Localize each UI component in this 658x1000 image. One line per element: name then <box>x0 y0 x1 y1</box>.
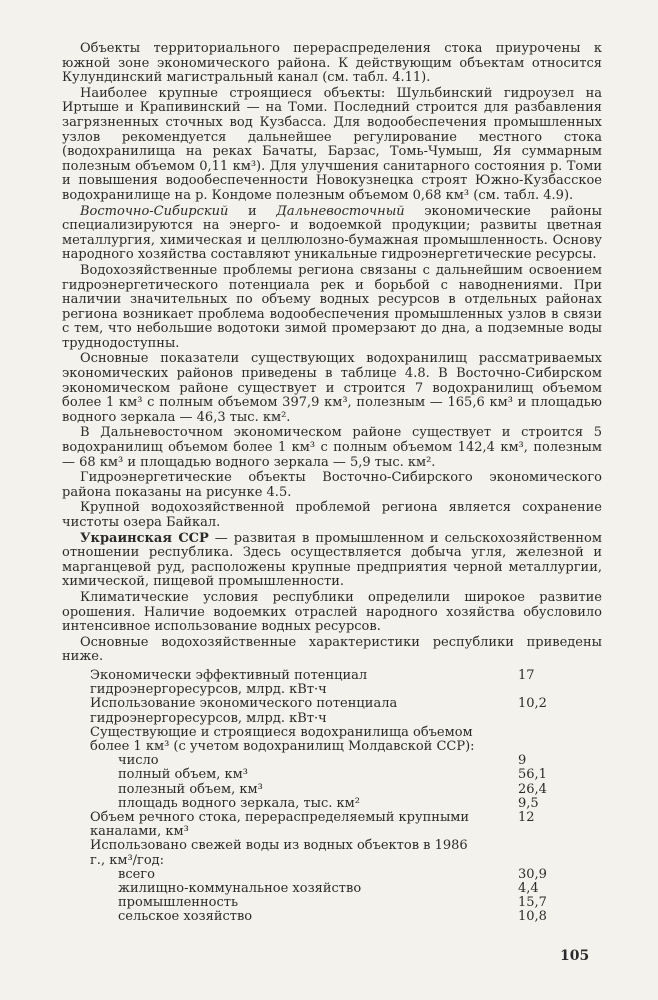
row-label: полезный объем, км³ <box>118 781 263 797</box>
row-value <box>512 839 602 867</box>
table-row <box>62 754 602 768</box>
row-value: 9 <box>518 753 527 769</box>
table-row <box>62 783 602 797</box>
page-number: 105 <box>560 948 590 964</box>
row-label: всего <box>118 866 155 882</box>
table-row <box>62 768 602 782</box>
paragraph: Крупной водохозяйственной проблемой региона является сохранение чистоты озера Байкал. <box>62 500 602 530</box>
row-label: площадь водного зеркала, тыс. км² <box>118 795 360 811</box>
row-value: 56,1 <box>518 767 547 783</box>
row-value: 4,4 <box>518 880 539 896</box>
row-label: Использовано свежей воды из водных объектов в 1986 г., км³/год: <box>90 838 468 868</box>
row-value: 26,4 <box>518 781 547 797</box>
paragraph: Основные показатели существующих водохранилищ рассматриваемых экономических районов приведены в таблице 4.8. В Восточно-Сибирском экономическом районе существует и строится 7 водохранилищ объемом более 1 км³ с полным объемом 397,9 км³, полезным — 165,6 км³ и площадью водного зеркала — 46,3 тыс. км². <box>62 351 602 425</box>
region-name-ukrainian-ssr: Украинская ССР <box>80 530 209 546</box>
row-label: Объем речного стока, перераспределяемый крупными каналами, км³ <box>90 809 470 840</box>
text-fragment: экономические районы специализируются на энерго- и водоемкой продукции; развиты цветная металлургия, химическая и целлюлозно-бумажная промышленность. Основу народного хозяйства составляют уникальные гидроэнергетические ресурсы. <box>62 203 602 263</box>
row-value: 17 <box>518 667 535 683</box>
row-label: Существующие и строящиеся водохранилища объемом более 1 км³ (с учетом водохранилищ Молдавской ССР): <box>90 724 475 754</box>
text-fragment: и <box>228 203 277 219</box>
characteristics-table <box>62 669 602 925</box>
row-label: жилищно-коммунальное хозяйство <box>118 880 362 896</box>
row-label: промышленность <box>118 895 239 911</box>
row-value: 10,8 <box>518 909 547 925</box>
paragraph: Водохозяйственные проблемы региона связаны с дальнейшим освоением гидроэнергетического потенциала рек и борьбой с наводнениями. При наличии значительных по объему водных ресурсов в отдельных районах региона возникает проблема водообеспечения промышленных узлов в связи с тем, что небольшие водотоки зимой промерзают до дна, а подземные воды труднодоступны. <box>62 262 602 351</box>
table-row <box>62 910 602 924</box>
row-label: Использование экономического потенциала гидроэнергоресурсов, млрд. кВт·ч <box>90 696 398 726</box>
paragraph <box>62 532 602 590</box>
table-row <box>62 896 602 910</box>
table-row <box>62 839 602 867</box>
row-value: 30,9 <box>518 866 547 882</box>
text-fragment: — развитая в промышленном и сельскохозяйственном отношении республика. Здесь осуществляется добыча угля, железной и марганцевой руд, расположены крупные предприятия черной металлургии, химической, пищевой промышленности. <box>62 530 602 590</box>
paragraph: Климатические условия республики определили широкое развитие орошения. Наличие водоемких отраслей народного хозяйства обусловило интенсивное использование водных ресурсов. <box>62 589 602 635</box>
table-row <box>62 726 602 754</box>
row-label: полный объем, км³ <box>118 767 248 783</box>
row-label: Экономически эффективный потенциал гидроэнергоресурсов, млрд. кВт·ч <box>90 667 368 698</box>
row-label: сельское хозяйство <box>118 909 253 925</box>
paragraph: В Дальневосточном экономическом районе существует и строится 5 водохранилищ объемом более 1 км³ с полным объемом 142,4 км³, полезным — 68 км³ и площадью водного зеркала — 5,9 тыс. км². <box>62 425 602 470</box>
row-label: число <box>118 753 159 769</box>
row-value <box>512 726 602 754</box>
page-body <box>62 42 602 925</box>
table-row <box>62 868 602 882</box>
table-row <box>62 811 602 839</box>
row-value: 15,7 <box>518 895 547 911</box>
table-row <box>62 882 602 896</box>
region-name-east-siberian: Восточно-Сибирский <box>80 203 229 219</box>
paragraph: Гидроэнергетические объекты Восточно-Сибирского экономического района показаны на рисунке 4.5. <box>62 470 602 500</box>
row-value: 9,5 <box>518 795 539 811</box>
paragraph: Объекты территориального перераспределения стока приурочены к южной зоне экономического района. К действующим объектам относится Кулундинский магистральный канал (см. табл. 4.11). <box>62 41 602 86</box>
row-value: 12 <box>518 809 535 825</box>
region-name-far-eastern: Дальневосточный <box>276 203 405 219</box>
table-row <box>62 797 602 811</box>
paragraph: Наиболее крупные строящиеся объекты: Шульбинский гидроузел на Иртыше и Крапивинский — на Томи. Последний строится для разбавления загрязненных сточных вод Кузбасса. Для водообеспечения промышленных узлов рекомендуется дальнейшее регулирование местного стока (водохранилища на реках Бачаты, Барзас, Томь-Чумыш, Яя суммарным полезным объемом 0,11 км³). Для улучшения санитарного состояния р. Томи и повышения водообеспеченности Новокузнецка строят Южно-Кузбасское водохранилище на р. Кондоме полезным объемом 0,68 км³ (см. табл. 4.9). <box>62 85 602 203</box>
table-row <box>62 697 602 725</box>
table-row <box>62 669 602 697</box>
paragraph: Основные водохозяйственные характеристики республики приведены ниже. <box>62 634 602 665</box>
paragraph <box>62 205 602 263</box>
row-value: 10,2 <box>518 696 547 712</box>
